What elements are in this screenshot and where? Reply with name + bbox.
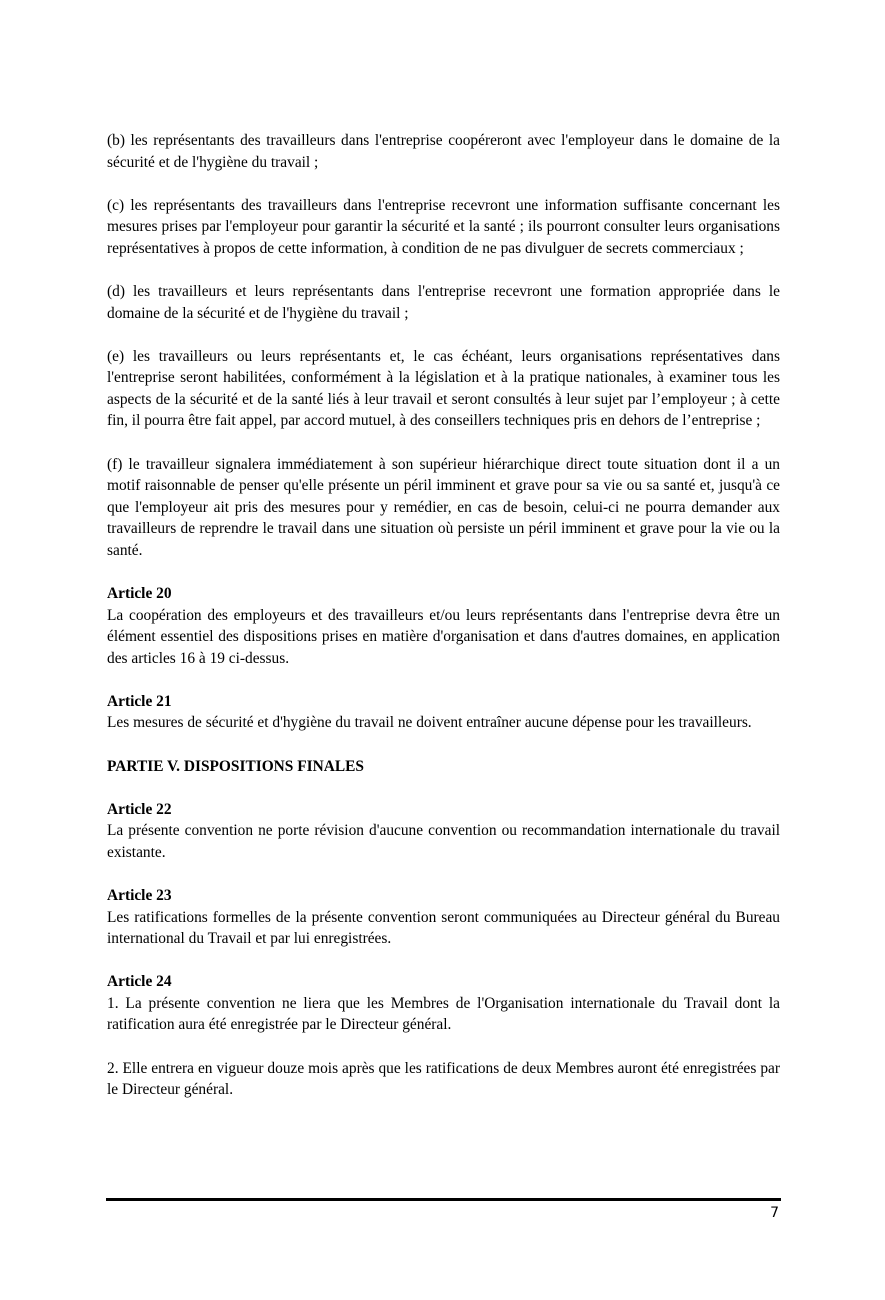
article-24-heading: Article 24 xyxy=(107,973,172,991)
footer-rule xyxy=(106,1198,781,1201)
document-body xyxy=(107,130,780,1122)
article-24-para-1: 1. La présente convention ne liera que les Membres de l'Organisation internationale du Travail dont la ratification aura été enregistrée par le Directeur général. xyxy=(107,994,780,1034)
article-22 xyxy=(107,799,780,864)
part-heading: PARTIE V. DISPOSITIONS FINALES xyxy=(107,757,364,775)
article-24-para-2: 2. Elle entrera en vigueur douze mois après que les ratifications de deux Membres auront été enregistrées par le Directeur général. xyxy=(107,1059,780,1099)
article-21 xyxy=(107,691,780,734)
article-23 xyxy=(107,885,780,950)
article-23-text: Les ratifications formelles de la présente convention seront communiquées au Directeur général du Bureau international du Travail et par lui enregistrées. xyxy=(107,908,780,948)
article-22-heading: Article 22 xyxy=(107,800,172,818)
paragraph-f: (f) le travailleur signalera immédiatement à son supérieur hiérarchique direct toute situation dont il a un motif raisonnable de penser qu'elle présente un péril imminent et grave pour sa vie ou sa santé et, jusqu'à ce que l'employeur ait pris des mesures pour y remédier, en cas de besoin, celui-ci ne pourra demander aux travailleurs de reprendre le travail dans une situation où persiste un péril imminent et grave pour la vie ou la santé. xyxy=(107,455,780,559)
paragraph-e: (e) les travailleurs ou leurs représentants et, le cas échéant, leurs organisations représentatives dans l'entreprise seront habilitées, conformément à la législation et à la pratique nationales, à examiner tous les aspects de la sécurité et de la santé liés à leur travail et seront consultés à leur sujet par l’employeur ; à cette fin, il pourra être fait appel, par accord mutuel, à des conseillers techniques pris en dehors de l’entreprise ; xyxy=(107,347,780,430)
article-23-heading: Article 23 xyxy=(107,886,172,904)
article-20-text: La coopération des employeurs et des travailleurs et/ou leurs représentants dans l'entreprise devra être un élément essentiel des dispositions prises en matière d'organisation et dans d'autres domaines, en application des articles 16 à 19 ci-dessus. xyxy=(107,606,780,667)
article-21-text: Les mesures de sécurité et d'hygiène du travail ne doivent entraîner aucune dépense pour les travailleurs. xyxy=(107,714,752,732)
paragraph-b: (b) les représentants des travailleurs dans l'entreprise coopéreront avec l'employeur dans le domaine de la sécurité et de l'hygiène du travail ; xyxy=(107,132,780,171)
article-20-heading: Article 20 xyxy=(107,585,172,602)
article-24 xyxy=(107,971,780,1036)
paragraph-c: (c) les représentants des travailleurs dans l'entreprise recevront une information suffisante concernant les mesures prises par l'employeur pour garantir la sécurité et la santé ; ils pourront consulter leurs organisations représentatives à propos de cette information, à condition de ne pas divulguer de secrets commerciaux ; xyxy=(107,196,780,257)
article-21-heading: Article 21 xyxy=(107,692,172,710)
page-number: 7 xyxy=(770,1205,779,1221)
paragraph-d: (d) les travailleurs et leurs représentants dans l'entreprise recevront une formation appropriée dans le domaine de la sécurité et de l'hygiène du travail ; xyxy=(107,282,780,322)
article-20 xyxy=(107,583,780,669)
article-22-text: La présente convention ne porte révision d'aucune convention ou recommandation internationale du travail existante. xyxy=(107,822,780,861)
